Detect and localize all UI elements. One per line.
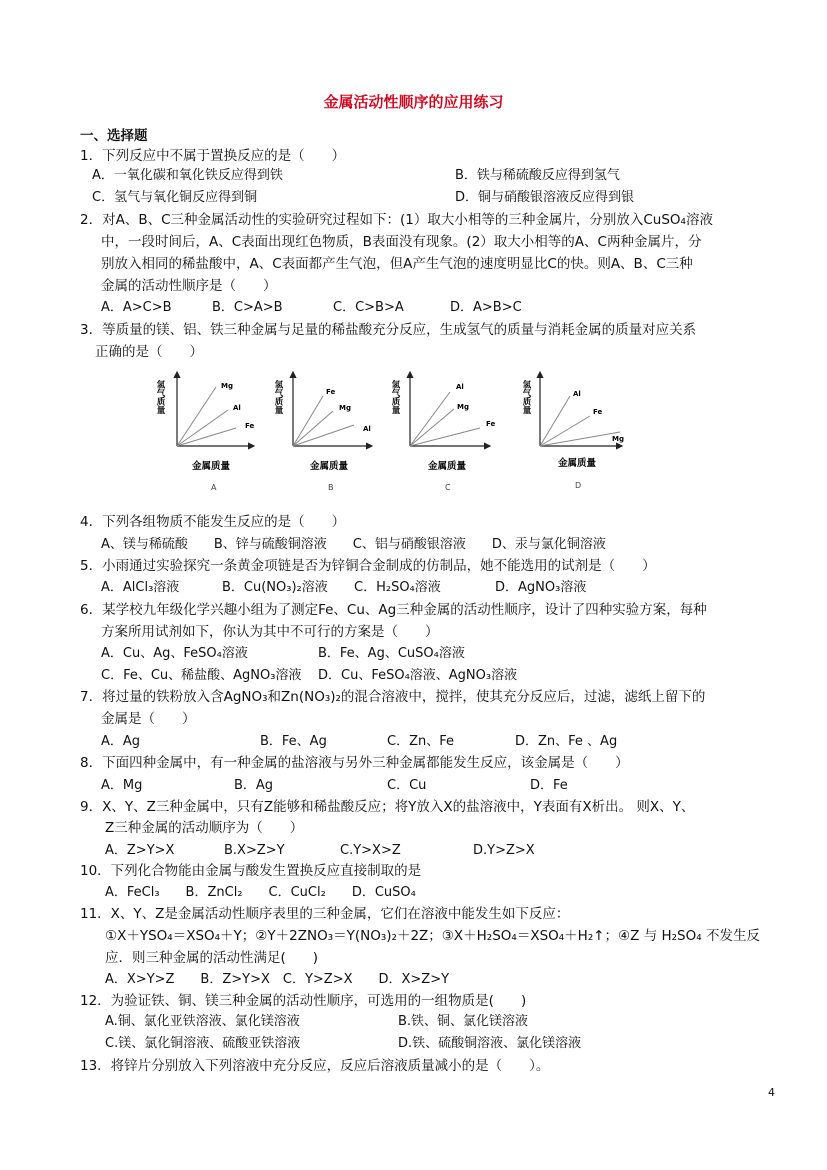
question-3-line-1: 3．等质量的镁、铝、铁三种金属与足量的稀盐酸充分反应，生成氢气的质量与消耗金属的质量对应关系 xyxy=(80,322,697,338)
chart-b-letter: B xyxy=(328,483,334,492)
question-9-option-d: D.Y>Z>X xyxy=(473,843,535,858)
chart-d-x-label: 金属质量 xyxy=(558,458,597,469)
question-7-option-a: A．Ag xyxy=(101,734,141,749)
question-9-line-1: 9．X、Y、Z三种金属中，只有Z能够和稀盐酸反应；将Y放入X的盐溶液中，Y表面有X析出。 则X、Y、 xyxy=(80,799,695,815)
chart-c-letter: C xyxy=(445,483,451,492)
question-1-option-c: C．氢气与氧化铜反应得到铜 xyxy=(92,190,258,205)
question-7-option-b: B．Fe、Ag xyxy=(260,734,327,749)
chart-c-line-3: Fe xyxy=(486,420,496,428)
question-2-option-c: C．C>B>A xyxy=(333,300,404,315)
question-9-line-2: Z三种金属的活动顺序为（ ） xyxy=(105,820,304,836)
question-6-option-b: B．Fe、Ag、CuSO₄溶液 xyxy=(318,646,465,661)
chart-b-line-1: Fe xyxy=(326,388,336,396)
chart-b-x-label: 金属质量 xyxy=(310,461,349,472)
chart-panel-b xyxy=(273,372,372,492)
question-2-line-4: 金属的活动性顺序是（ ） xyxy=(101,278,277,294)
question-13-stem: 13．将锌片分别放入下列溶液中充分反应，反应后溶液质量减小的是（ ）。 xyxy=(80,1058,550,1074)
chart-c-y-label: 氢气质量 xyxy=(390,380,400,414)
chart-a-line-1: Mg xyxy=(221,382,233,390)
chart-d-line-1: Al xyxy=(573,390,581,398)
question-7-line-2: 金属是（ ） xyxy=(101,711,196,727)
chart-b-line-2: Mg xyxy=(339,404,351,412)
chart-c-line-1: Al xyxy=(456,383,464,391)
question-9-option-b: B.X>Z>Y xyxy=(224,843,285,858)
question-4-options: A、镁与稀硫酸 B、锌与硫酸铜溶液 C、铝与硝酸银溶液 D、汞与氯化铜溶液 xyxy=(101,537,606,552)
question-11-options: A．X>Y>Z B．Z>Y>X C．Y>Z>X D．X>Z>Y xyxy=(105,972,450,987)
question-5-option-c: C．H₂SO₄溶液 xyxy=(354,580,441,595)
question-2-option-d: D．A>B>C xyxy=(450,300,522,315)
question-3-line-2: 正确的是（ ） xyxy=(95,344,203,360)
question-10-stem: 10．下列化合物能由金属与酸发生置换反应直接制取的是 xyxy=(80,863,422,879)
question-8-option-d: D．Fe xyxy=(530,778,568,793)
chart-a-line-3: Fe xyxy=(245,422,255,430)
question-11-line-1: 11．X、Y、Z是金属活动性顺序表里的三种金属，它们在溶液中能发生如下反应： xyxy=(80,906,570,922)
question-2-line-1: 2．对A、B、C三种金属活动性的实验研究过程如下：(1）取大小相等的三种金属片，分别放入CuSO₄溶液 xyxy=(80,212,713,228)
question-7-option-c: C．Zn、Fe xyxy=(387,734,454,749)
chart-d-line-2: Fe xyxy=(593,408,603,416)
question-8-option-c: C．Cu xyxy=(387,778,427,793)
question-10-options: A．FeCl₃ B．ZnCl₂ C．CuCl₂ D．CuSO₄ xyxy=(105,885,416,900)
question-12-option-c: C.镁、氯化铜溶液、硫酸亚铁溶液 xyxy=(105,1036,301,1051)
question-6-option-d: D．Cu、FeSO₄溶液、AgNO₃溶液 xyxy=(318,668,518,683)
question-8-option-b: B．Ag xyxy=(234,778,274,793)
question-8-stem: 8．下面四种金属中，有一种金属的盐溶液与另外三种金属都能发生反应，该金属是（ ） xyxy=(80,755,629,771)
question-11-line-3: 应．则三种金属的活动性满足( ) xyxy=(105,950,319,966)
section-heading: 一、选择题 xyxy=(80,128,148,144)
chart-c-line-2: Mg xyxy=(457,403,469,411)
question-5-option-b: B．Cu(NO₃)₂溶液 xyxy=(222,580,328,595)
question-6-line-1: 6．某学校九年级化学兴趣小组为了测定Fe、Cu、Ag三种金属的活动性顺序，设计了四种实验方案，每种 xyxy=(80,602,707,618)
question-6-line-2: 方案所用试剂如下，你认为其中不可行的方案是（ ） xyxy=(101,624,439,640)
question-12-option-b: B.铁、铜、氯化镁溶液 xyxy=(398,1014,529,1029)
chart-a-letter: A xyxy=(211,483,217,492)
question-1-option-a: A．一氧化碳和氧化铁反应得到铁 xyxy=(92,168,283,183)
chart-b-y-label: 氢气质量 xyxy=(273,380,283,414)
question-1-option-b: B．铁与稀硫酸反应得到氢气 xyxy=(455,168,620,183)
question-1-option-d: D．铜与硝酸银溶液反应得到银 xyxy=(455,190,635,205)
question-11-line-2: ①X＋YSO₄＝XSO₄＋Y；②Y＋2ZNO₃＝Y(NO₃)₂＋2Z；③X＋H₂SO₄＝XSO₄＋H₂↑；④Z 与 H₂SO₄ 不发生反 xyxy=(105,928,760,944)
question-7-option-d: D．Zn、Fe 、Ag xyxy=(515,734,618,749)
question-6-option-a: A．Cu、Ag、FeSO₄溶液 xyxy=(101,646,248,661)
question-12-option-a: A.铜、氯化亚铁溶液、氯化镁溶液 xyxy=(105,1014,300,1029)
chart-a-line-2: Al xyxy=(233,404,241,412)
chart-panel-a xyxy=(155,372,254,492)
page-title: 金属活动性顺序的应用练习 xyxy=(323,93,504,111)
question-12-option-d: D.铁、硫酸铜溶液、氯化镁溶液 xyxy=(398,1036,582,1051)
question-6-option-c: C．Fe、Cu、稀盐酸、AgNO₃溶液 xyxy=(101,668,302,683)
chart-panel-c xyxy=(390,372,495,492)
chart-c-x-label: 金属质量 xyxy=(428,461,467,472)
question-5-stem: 5．小雨通过实验探究一条黄金项链是否为锌铜合金制成的仿制品，她不能选用的试剂是（ ） xyxy=(80,558,656,574)
chart-d-line-3: Mg xyxy=(612,435,624,443)
chart-a-x-label: 金属质量 xyxy=(192,461,231,472)
hydrogen-mass-charts xyxy=(150,366,650,496)
question-12-stem: 12．为验证铁、铜、镁三种金属的活动性顺序，可选用的一组物质是( ) xyxy=(80,993,527,1009)
question-1-stem: 1．下列反应中不属于置换反应的是（ ） xyxy=(80,148,346,164)
question-2-option-a: A．A>C>B xyxy=(101,300,172,315)
question-4-stem: 4．下列各组物质不能发生反应的是（ ） xyxy=(80,514,346,530)
chart-d-y-label: 氢气质量 xyxy=(521,380,531,414)
question-9-option-a: A．Z>Y>X xyxy=(105,843,175,858)
chart-d-letter: D xyxy=(575,481,582,490)
question-5-option-a: A．AlCl₃溶液 xyxy=(101,580,180,595)
question-9-option-c: C.Y>X>Z xyxy=(340,843,401,858)
question-2-option-b: B．C>A>B xyxy=(212,300,283,315)
question-7-line-1: 7．将过量的铁粉放入含AgNO₃和Zn(NO₃)₂的混合溶液中，搅拌，使其充分反应后，过滤，滤纸上留下的 xyxy=(80,689,706,705)
chart-a-y-label: 氢气质量 xyxy=(155,380,165,414)
question-2-line-3: 别放入相同的稀盐酸中，A、C表面都产生气泡，但A产生气泡的速度明显比C的快。则A、B、C三种 xyxy=(101,256,693,272)
question-8-option-a: A．Mg xyxy=(101,778,143,793)
chart-panel-d xyxy=(521,372,624,490)
page-number: 4 xyxy=(768,1086,775,1099)
question-5-option-d: D．AgNO₃溶液 xyxy=(495,580,587,595)
question-2-line-2: 中，一段时间后，A、C表面出现红色物质，B表面没有现象。(2）取大小相等的A、C两种金属片，分 xyxy=(101,234,702,250)
chart-b-line-3: Al xyxy=(363,425,371,433)
